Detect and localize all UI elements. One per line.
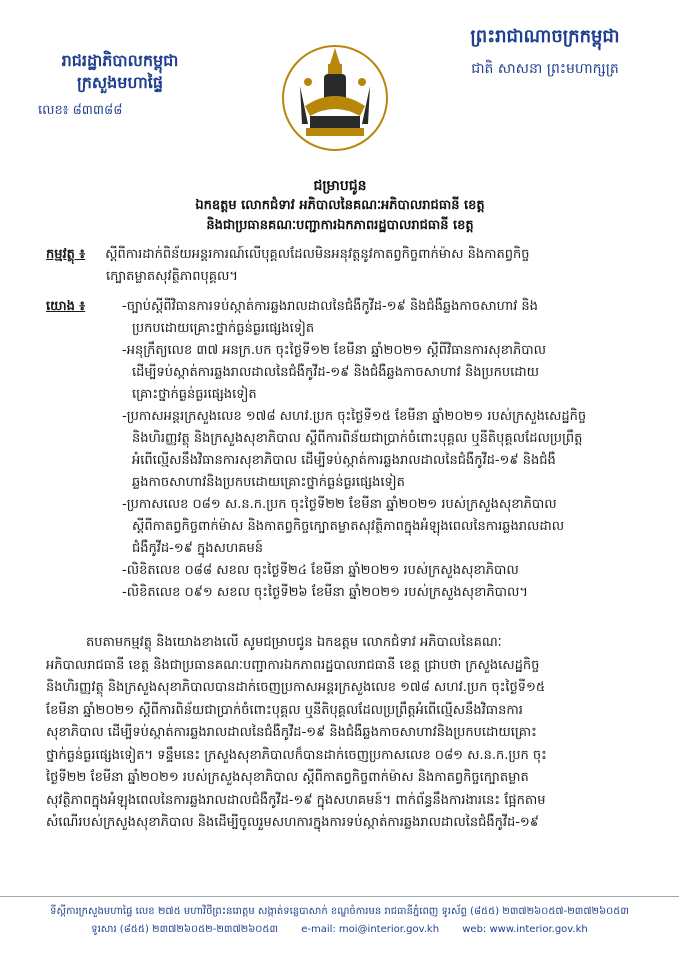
body-line: សំណើរបស់ក្រសួងសុខាភិបាល និងដើម្បីចូលរួមសហការក្នុងការទប់ស្កាត់ការឆ្លងរាលដាលនៃជំងឺកូវីដ-១៩ <box>46 815 539 830</box>
subject-text-1: ស្តីពីការដាក់ពិន័យអន្តរការណ៍លើបុគ្គលដែលមិនអនុវត្តនូវកាតព្វកិច្ចពាក់ម៉ាស និងកាតព្វកិច្ច <box>105 247 530 262</box>
reference-item <box>122 340 670 406</box>
body-line: ថ្នាក់ធ្ងន់ធ្ងរផ្សេងទៀត។ ទន្ទឹមនេះ ក្រសួងសុខាភិបាលក៏បានដាក់ចេញប្រកាសលេខ ០៨១ ស.ន.ក.ប្រក ចុះ <box>46 747 547 763</box>
body-line: អភិបាលរាជធានី ខេត្ត និងជាប្រធានគណៈបញ្ជាការឯកភាពរដ្ឋបាលរាជធានី ខេត្ត ជ្រាបថា ក្រសួងសេដ្ឋកិច្ច <box>46 657 540 673</box>
body-line: សុវត្ថិភាពក្នុងអំឡុងពេលនៃការឆ្លងរាលដាលជំងឺកូវីដ-១៩ ក្នុងសហគមន៍។ ពាក់ព័ន្ធនឹងការងារនេះ ផ្អែកតាម <box>46 792 546 808</box>
ministry-header <box>20 50 220 121</box>
footer-contacts <box>0 921 679 939</box>
recipient-line-2: និងជាប្រធានគណៈបញ្ជាការឯកភាពរដ្ឋបាលរាជធានី ខេត្ត <box>206 218 474 233</box>
recipient-block <box>100 176 580 236</box>
reference-line: -ច្បាប់ស្តីពីវិធានការទប់ស្កាត់ការឆ្លងរាលដាលនៃជំងឺកូវីដ-១៩ និងជំងឺឆ្លងកាចសាហាវ និង <box>122 299 538 314</box>
reference-line: -ប្រកាសលេខ ០៨១ ស.ន.ក.ប្រក ចុះថ្ងៃទី២២ ខែមីនា ឆ្នាំ២០២១ របស់ក្រសួងសុខាភិបាល <box>122 497 557 512</box>
reference-line: -លិខិតលេខ ០៩១ សខល ចុះថ្ងៃទី២៦ ខែមីនា ឆ្នាំ២០២១ របស់ក្រសួងសុខាភិបាល។ <box>122 585 528 600</box>
footer-email[interactable]: e-mail: moi@interior.gov.kh <box>301 924 440 935</box>
reference-line: ដើម្បីទប់ស្កាត់ការឆ្លងរាលដាលនៃជំងឺកូវីដ-១៩ និងជំងឺឆ្លងកាចសាហាវ និងប្រកបដោយ <box>132 365 539 380</box>
reference-item <box>122 560 670 582</box>
national-motto: ជាតិ សាសនា ព្រះមហាក្សត្រ <box>471 61 619 77</box>
reference-line: ឆ្លងកាចសាហាវនិងប្រកបដោយគ្រោះថ្នាក់ធ្ងន់ធ្ងរផ្សេងទៀត <box>132 475 405 490</box>
reference-item <box>122 582 670 604</box>
body-paragraph <box>46 632 656 835</box>
body-line: និងហិរញ្ញវត្ថុ និងក្រសួងសុខាភិបាលបានដាក់ចេញប្រកាសអន្តរក្រសួងលេខ ១៧៨ សហវ.ប្រក ចុះថ្ងៃទី១៥ <box>46 680 546 695</box>
reference-item <box>122 406 670 494</box>
reference-line: -អនុក្រឹត្យលេខ ៣៧ អនក្រ.បក ចុះថ្ងៃទី១២ ខែមីនា ឆ្នាំ២០២១ ស្តីពីវិធានការសុខាភិបាល <box>122 343 547 358</box>
reference-line: ស្តីពីកាតព្វកិច្ចពាក់ម៉ាស និងកាតព្វកិច្ចក្បោតម្លាតសុវត្ថិភាពក្នុងអំឡុងពេលនៃការឆ្លងរាលដាល <box>132 519 565 534</box>
references-list <box>122 296 670 604</box>
subject-text-2: ក្បោតម្លាតសុវត្ថិភាពបុគ្គល។ <box>106 269 238 284</box>
body-line: សុខាភិបាល ដើម្បីទប់ស្កាត់ការឆ្លងរាលដាលនៃជំងឺកូវីដ-១៩ និងជំងឺឆ្លងកាចសាហាវនិងប្រកបដោយគ្រោះ <box>46 725 537 740</box>
government-name: រាជរដ្ឋាភិបាលកម្ពុជា <box>61 51 179 70</box>
kingdom-header <box>430 24 660 80</box>
ministry-name: ក្រសួងមហាផ្ទៃ <box>76 73 163 92</box>
reference-line: -ប្រកាសអន្តរក្រសួងលេខ ១៧៨ សហវ.ប្រក ចុះថ្ងៃទី១៥ ខែមីនា ឆ្នាំ២០២១ របស់ក្រសួងសេដ្ឋកិច្ច <box>122 409 587 424</box>
reference-item <box>122 494 670 560</box>
reference-line: ជំងឺកូវីដ-១៩ ក្នុងសហគមន៍ <box>132 541 264 556</box>
reference-line: ប្រកបដោយគ្រោះថ្នាក់ធ្ងន់ធ្ងរផ្សេងទៀត <box>132 321 315 336</box>
page-footer <box>0 896 679 939</box>
document-number: លេខ៖ ៨៣៣៨៨ <box>38 103 123 118</box>
body-line: ខែមីនា ឆ្នាំ២០២១ ស្តីពីការពិន័យជាប្រាក់ចំពោះបុគ្គល ឬនីតិបុគ្គលដែលប្រព្រឹត្តអំពើល្មើសនឹងវិធានការ <box>46 702 523 718</box>
subject-block <box>46 244 656 288</box>
body-line: ថ្ងៃទី២២ ខែមីនា ឆ្នាំ២០២១ របស់ក្រសួងសុខាភិបាល ស្តីពីកាតព្វកិច្ចពាក់ម៉ាស និងកាតព្វកិច្ចក្បោតម្លាត <box>46 770 529 785</box>
reference-line: គ្រោះថ្នាក់ធ្ងន់ធ្ងរផ្សេងទៀត <box>132 387 257 402</box>
subject-label: កម្មវត្ថុ ៖ <box>46 247 86 262</box>
footer-fax: ទូរសារ (៨៥៥) ២៣៧២៦០៥២-២៣៧២៦០៥៣ <box>91 924 278 935</box>
reference-item <box>122 296 670 340</box>
reference-line: -លិខិតលេខ ០៨៨ សខល ចុះថ្ងៃទី២៤ ខែមីនា ឆ្នាំ២០២១ របស់ក្រសួងសុខាភិបាល <box>122 563 519 578</box>
footer-web[interactable]: web: www.interior.gov.kh <box>462 924 588 935</box>
royal-emblem-icon <box>280 36 390 156</box>
kingdom-name: ព្រះរាជាណាចក្រកម្ពុជា <box>470 26 620 47</box>
reference-line: អំពើល្មើសនឹងវិធានការសុខាភិបាល ដើម្បីទប់ស្កាត់ការឆ្លងរាលដាលនៃជំងឺកូវីដ-១៩ និងជំងឺ <box>132 453 556 468</box>
recipient-salutation: ជម្រាបជូន <box>313 178 367 194</box>
references-label: យោង ៖ <box>46 299 86 314</box>
recipient-line-1: ឯកឧត្តម លោកជំទាវ អភិបាលនៃគណៈអភិបាលរាជធានី ខេត្ត <box>195 198 485 213</box>
reference-line: និងហិរញ្ញវត្ថុ និងក្រសួងសុខាភិបាល ស្តីពីការពិន័យជាប្រាក់ចំពោះបុគ្គល ឬនីតិបុគ្គលដែលប្រព្រឹត្ត <box>132 431 583 446</box>
body-line: តបតាមកម្មវត្ថុ និងយោងខាងលើ សូមជម្រាបជូន ឯកឧត្តម លោកជំទាវ អភិបាលនៃគណៈ <box>86 635 502 650</box>
footer-address: ទីស្តីការក្រសួងមហាផ្ទៃ លេខ ២៧៥ មហាវិថីព្រះនរោត្តម សង្កាត់ទន្លេបាសាក់ ខណ្ឌចំការមន រាជធានីភ្នំពេញ ទូរស័ព្ទ (៨៥៥) ២៣៧២៦០៥៧-២៣៧២៦០៥៣ <box>50 906 629 917</box>
